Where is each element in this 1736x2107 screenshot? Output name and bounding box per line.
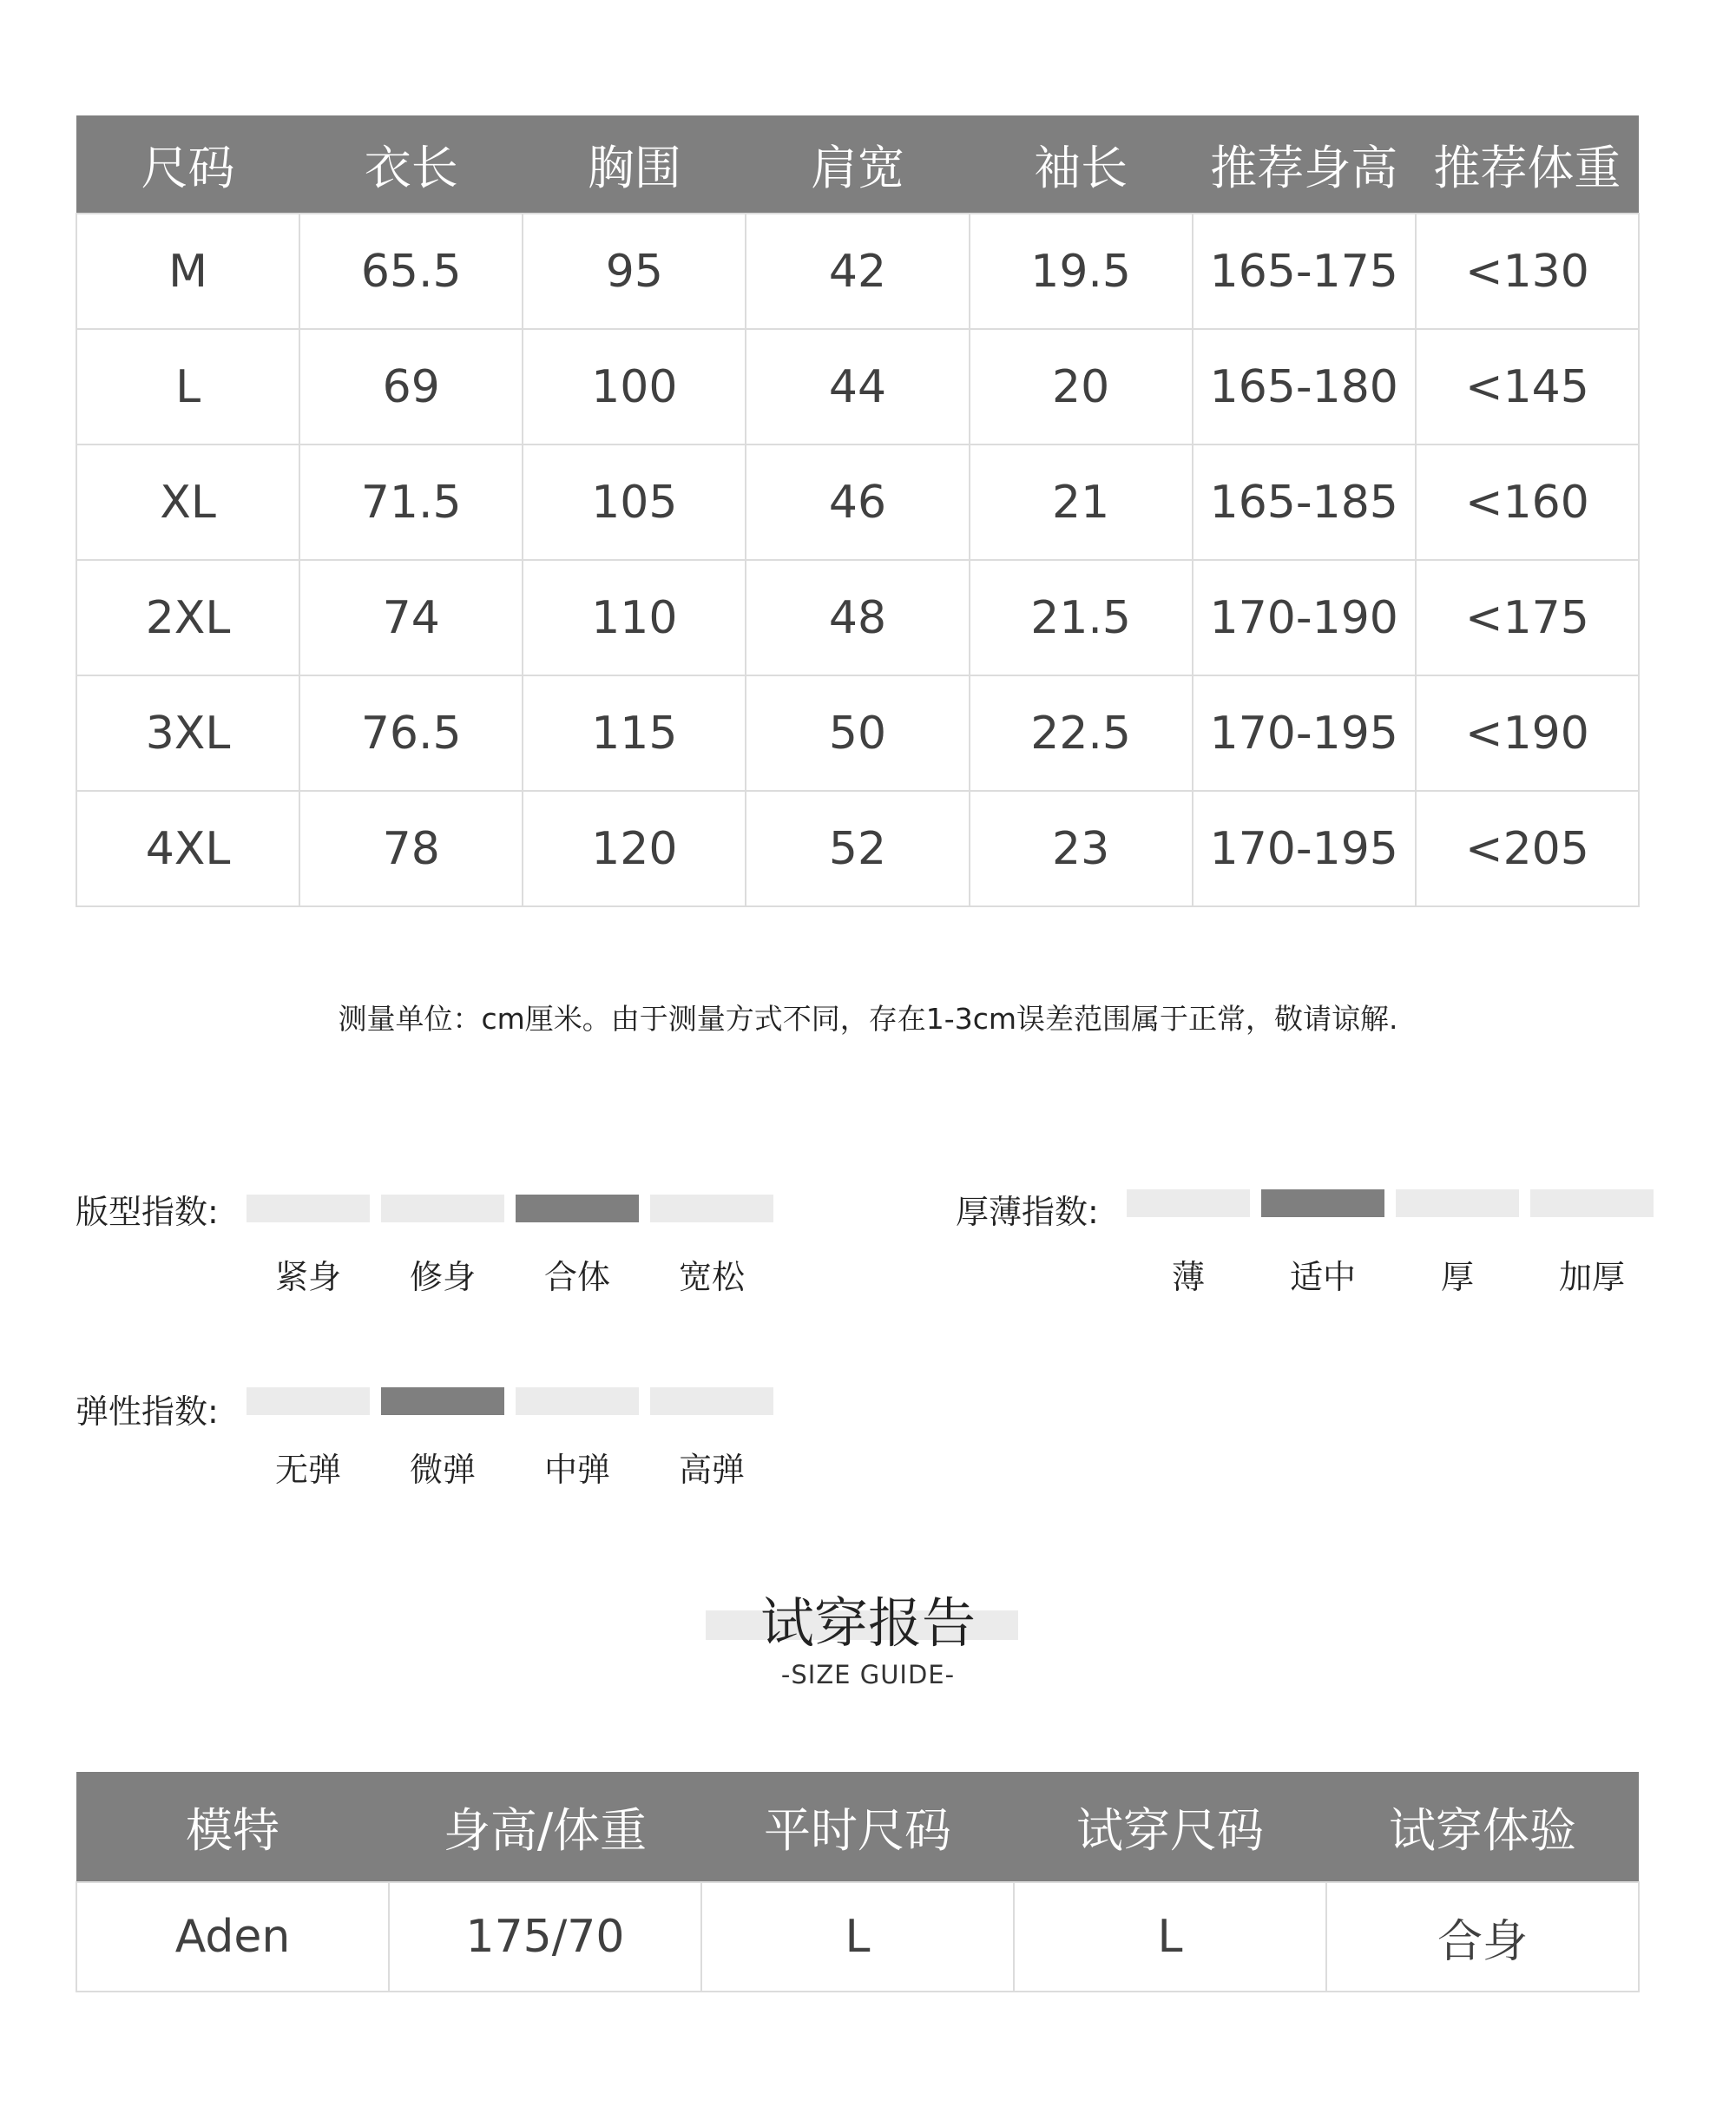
table-cell: 3XL [76,675,299,791]
table-cell: 170-195 [1193,791,1416,906]
table-cell: 合身 [1326,1882,1639,1992]
table-cell: 165-180 [1193,329,1416,444]
table-cell: 44 [746,329,969,444]
table-cell: 110 [523,560,746,675]
header-rec-weight: 推荐体重 [1416,115,1639,214]
header-usual-size: 平时尺码 [701,1772,1014,1882]
table-cell: 65.5 [299,214,523,329]
table-cell: 165-185 [1193,444,1416,560]
elasticity-index-segment [650,1387,773,1415]
table-cell: 175/70 [389,1882,701,1992]
elasticity-index-scale [247,1387,773,1415]
elasticity-index-options [247,1443,773,1491]
header-length: 衣长 [299,115,523,214]
table-cell: <130 [1416,214,1639,329]
fit-option-label: 紧身 [274,1258,341,1296]
header-model: 模特 [76,1772,389,1882]
thickness-index-segment [1530,1189,1654,1217]
fit-index-scale [247,1195,773,1222]
table-cell: 22.5 [970,675,1193,791]
table-cell: <190 [1416,675,1639,791]
fit-report-table [76,1772,1640,1992]
fit-index-segment [381,1195,504,1222]
table-cell: 76.5 [299,675,523,791]
table-cell: 46 [746,444,969,560]
table-cell: <160 [1416,444,1639,560]
table-cell: 165-175 [1193,214,1416,329]
table-row [76,329,1639,444]
table-cell: 52 [746,791,969,906]
header-experience: 试穿体验 [1326,1772,1639,1882]
fit-option-label: 宽松 [678,1258,745,1296]
table-cell: 170-190 [1193,560,1416,675]
table-cell: 69 [299,329,523,444]
fit-index-segment [516,1195,639,1222]
header-size: 尺码 [76,115,299,214]
table-row [76,444,1639,560]
elasticity-index-label: 弹性指数: [76,1393,219,1431]
header-sleeve: 袖长 [970,115,1193,214]
table-cell: 4XL [76,791,299,906]
thickness-index-segment [1261,1189,1384,1217]
table-row [76,791,1639,906]
thickness-option-label: 厚 [1440,1258,1474,1296]
header-height-weight: 身高/体重 [389,1772,701,1882]
thickness-index-segment [1396,1189,1519,1217]
table-cell: <145 [1416,329,1639,444]
table-cell: 170-195 [1193,675,1416,791]
table-cell: 23 [970,791,1193,906]
fit-table-header-row [76,1772,1639,1882]
thickness-option-label: 薄 [1171,1258,1205,1296]
thickness-index-options [1127,1250,1654,1298]
fit-index-segment [650,1195,773,1222]
size-table [76,115,1640,907]
elasticity-option-label: 微弹 [409,1451,476,1489]
table-row [76,214,1639,329]
table-cell: L [1014,1882,1326,1992]
header-shoulder: 肩宽 [746,115,969,214]
fit-index-segment [247,1195,370,1222]
size-table-header-row [76,115,1639,214]
table-row [76,675,1639,791]
header-chest: 胸围 [523,115,746,214]
table-cell: L [701,1882,1014,1992]
table-cell: 50 [746,675,969,791]
table-cell: 78 [299,791,523,906]
thickness-index-scale [1127,1189,1654,1217]
elasticity-index-segment [381,1387,504,1415]
elasticity-index-segment [516,1387,639,1415]
elasticity-option-label: 中弹 [543,1451,610,1489]
table-cell: 95 [523,214,746,329]
fit-option-label: 合体 [543,1258,610,1296]
table-cell: 21.5 [970,560,1193,675]
table-cell: L [76,329,299,444]
thickness-index-segment [1127,1189,1250,1217]
table-cell: M [76,214,299,329]
table-cell: 120 [523,791,746,906]
elasticity-option-label: 高弹 [678,1451,745,1489]
table-cell: 74 [299,560,523,675]
thickness-option-label: 加厚 [1558,1258,1625,1296]
table-cell: 2XL [76,560,299,675]
table-cell: 115 [523,675,746,791]
table-cell: XL [76,444,299,560]
table-cell: 71.5 [299,444,523,560]
table-cell: 105 [523,444,746,560]
table-cell: Aden [76,1882,389,1992]
table-row [76,1882,1639,1992]
fit-option-label: 修身 [409,1258,476,1296]
table-cell: 48 [746,560,969,675]
table-row [76,560,1639,675]
table-cell: 100 [523,329,746,444]
fit-index-options [247,1250,773,1298]
table-cell: <205 [1416,791,1639,906]
table-cell: 21 [970,444,1193,560]
elasticity-option-label: 无弹 [274,1451,341,1489]
thickness-index-label: 厚薄指数: [956,1193,1099,1231]
fit-report-subtitle: -SIZE GUIDE- [780,1660,956,1689]
header-tried-size: 试穿尺码 [1014,1772,1326,1882]
thickness-option-label: 适中 [1289,1258,1356,1296]
table-cell: 19.5 [970,214,1193,329]
elasticity-index-segment [247,1387,370,1415]
table-cell: 20 [970,329,1193,444]
table-cell: <175 [1416,560,1639,675]
fit-report-title: 试穿报告 [760,1591,976,1655]
table-cell: 42 [746,214,969,329]
measurement-note: 测量单位：cm厘米。由于测量方式不同，存在1-3cm误差范围属于正常，敬请谅解. [338,1002,1398,1036]
header-rec-height: 推荐身高 [1193,115,1416,214]
fit-index-label: 版型指数: [76,1193,219,1231]
